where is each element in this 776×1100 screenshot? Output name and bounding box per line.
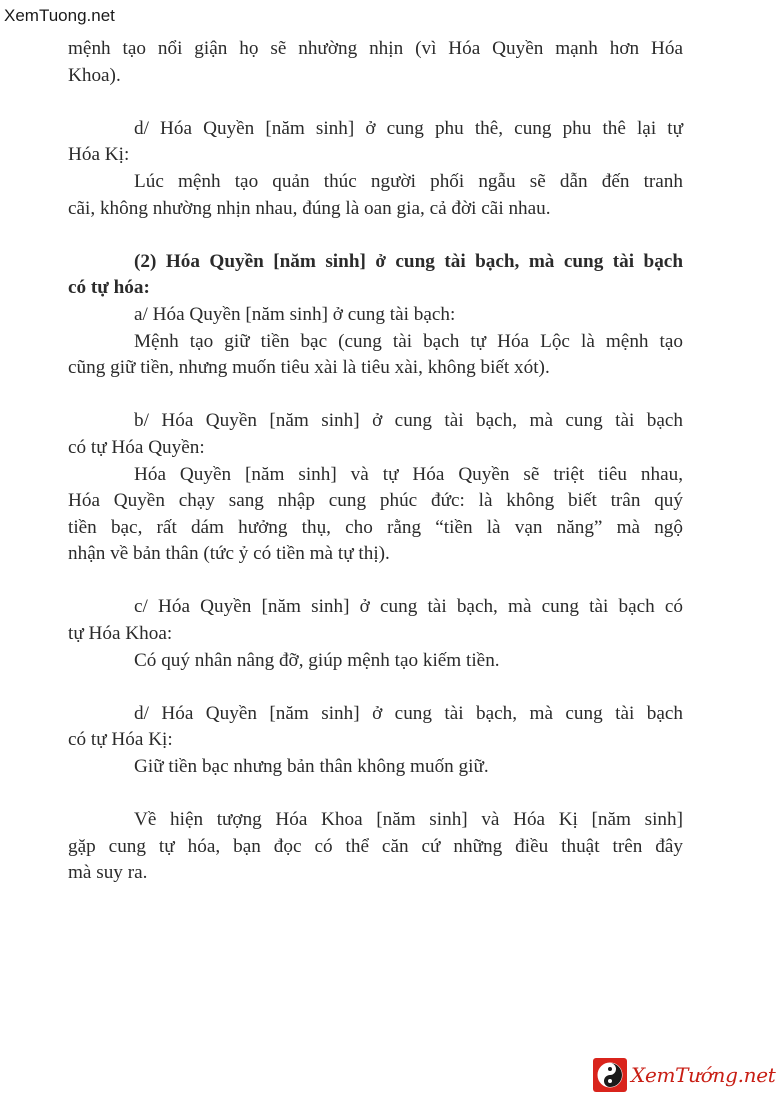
- paragraph: [68, 462, 683, 568]
- text-line: tự Hóa Khoa:: [68, 623, 173, 645]
- text-line: có tự Hóa Quyền:: [68, 436, 205, 458]
- text-line: Hóa Kị:: [68, 144, 130, 166]
- paragraph-heading: [68, 302, 683, 329]
- text-line: mà suy ra.: [68, 862, 148, 884]
- site-logo[interactable]: [593, 1058, 776, 1092]
- paragraph: [68, 169, 683, 222]
- site-watermark-label: XemTuong.net: [4, 6, 115, 25]
- paragraph: [68, 36, 683, 89]
- paragraph: [68, 754, 683, 781]
- text-line: a/ Hóa Quyền [năm sinh] ở cung tài bạch:: [134, 303, 456, 325]
- yin-yang-icon: [593, 1058, 627, 1092]
- text-line: d/ Hóa Quyền [năm sinh] ở cung tài bạch, mà cung tài bạch: [134, 702, 683, 724]
- paragraph: [68, 807, 683, 887]
- text-line: Về hiện tượng Hóa Khoa [năm sinh] và Hóa Kị [năm sinh]: [134, 809, 683, 831]
- text-line: cũng giữ tiền, nhưng muốn tiêu xài là tiêu xài, không biết xót).: [68, 357, 550, 379]
- text-line: tiền bạc, rất dám hưởng thụ, cho rằng “tiền là vạn năng” mà ngộ: [68, 516, 683, 538]
- text-line: có tự Hóa Kị:: [68, 729, 173, 751]
- paragraph-heading: [68, 594, 683, 647]
- paragraph: [68, 648, 683, 675]
- text-line: Có quý nhân nâng đỡ, giúp mệnh tạo kiếm tiền.: [134, 649, 500, 671]
- text-line: Hóa Quyền chạy sang nhập cung phúc đức: là không biết trân quý: [68, 490, 683, 512]
- paragraph-heading: [68, 408, 683, 461]
- paragraph-heading: [68, 116, 683, 169]
- text-line: có tự hóa:: [68, 277, 150, 299]
- paragraph-heading: [68, 701, 683, 754]
- section-heading: [68, 249, 683, 302]
- text-line: cãi, không nhường nhịn nhau, đúng là oan gia, cả đời cãi nhau.: [68, 197, 551, 219]
- text-line: Khoa).: [68, 64, 121, 86]
- text-line: Lúc mệnh tạo quản thúc người phối ngẫu sẽ dẫn đến tranh: [134, 170, 683, 192]
- page-content: [68, 36, 683, 887]
- text-line: Hóa Quyền [năm sinh] và tự Hóa Quyền sẽ triệt tiêu nhau,: [134, 463, 683, 485]
- paragraph: [68, 329, 683, 382]
- text-line: mệnh tạo nổi giận họ sẽ nhường nhịn (vì Hóa Quyền mạnh hơn Hóa: [68, 38, 683, 59]
- text-line: gặp cung tự hóa, bạn đọc có thể căn cứ những điều thuật trên đây: [68, 835, 683, 857]
- text-line: Giữ tiền bạc nhưng bản thân không muốn giữ.: [134, 756, 489, 778]
- text-line: b/ Hóa Quyền [năm sinh] ở cung tài bạch, mà cung tài bạch: [134, 410, 683, 432]
- text-line: d/ Hóa Quyền [năm sinh] ở cung phu thê, cung phu thê lại tự: [134, 117, 683, 139]
- logo-text: XemTướng.net: [631, 1063, 776, 1087]
- text-line: nhận về bản thân (tức ỷ có tiền mà tự thị).: [68, 543, 390, 565]
- text-line: Mệnh tạo giữ tiền bạc (cung tài bạch tự Hóa Lộc là mệnh tạo: [134, 330, 683, 352]
- text-line: c/ Hóa Quyền [năm sinh] ở cung tài bạch, mà cung tài bạch có: [134, 596, 683, 618]
- text-line: (2) Hóa Quyền [năm sinh] ở cung tài bạch, mà cung tài bạch: [134, 250, 683, 272]
